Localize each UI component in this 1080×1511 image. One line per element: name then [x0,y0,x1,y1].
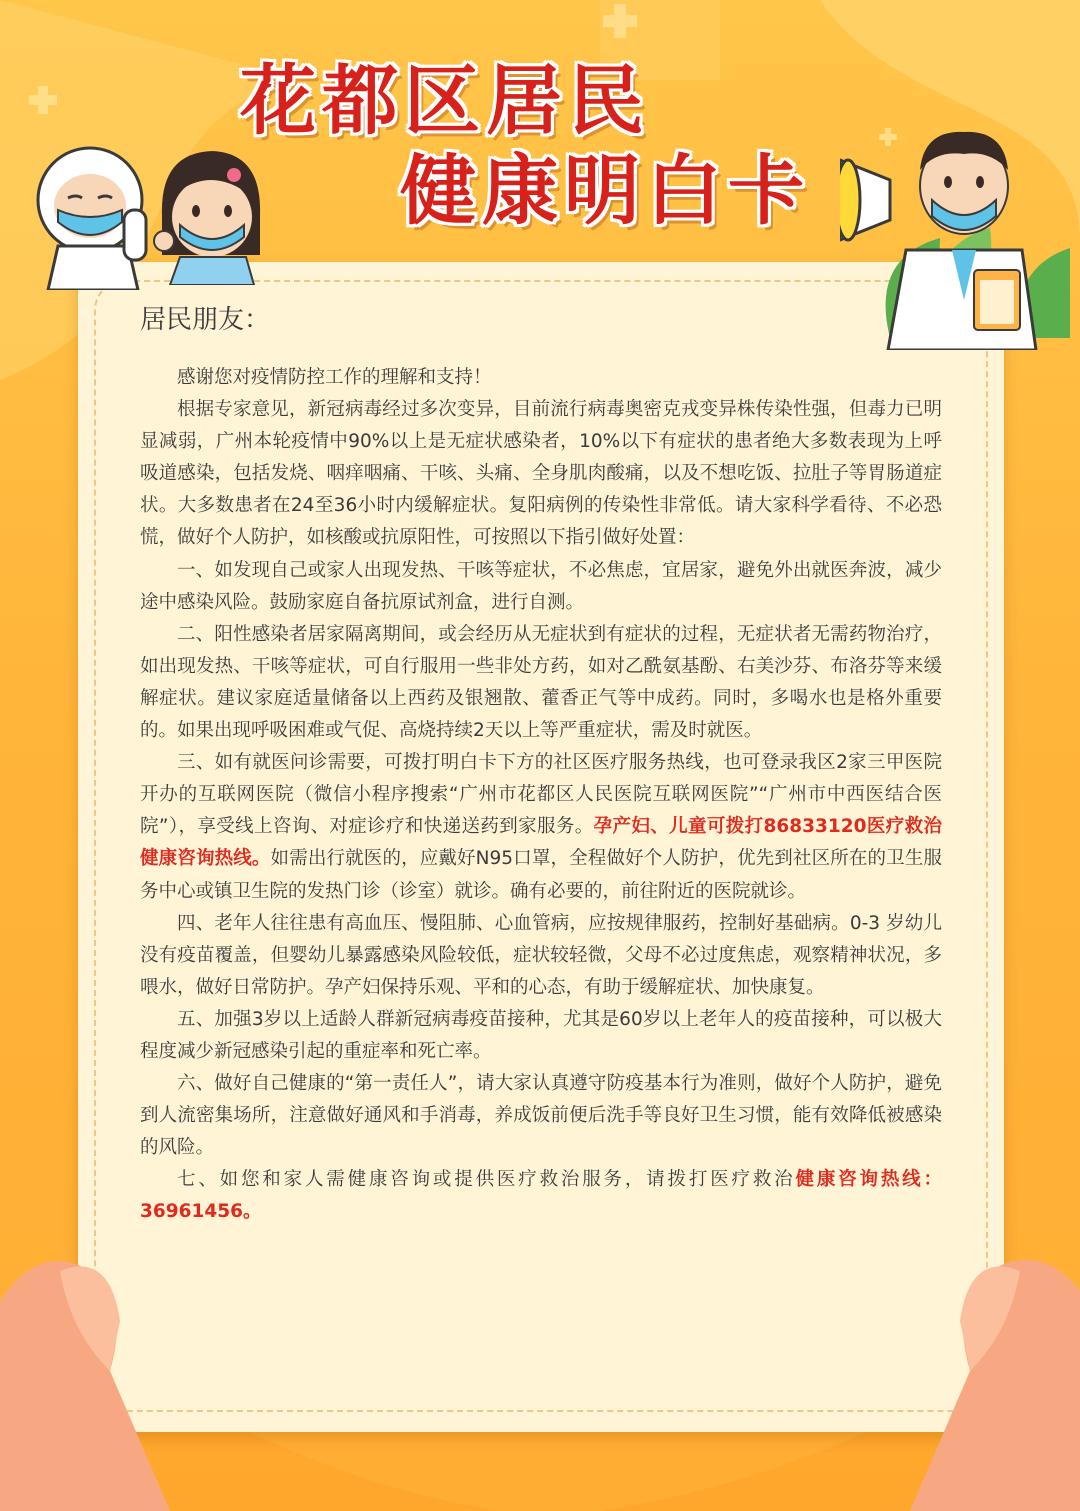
paragraph-item-7 [140,1164,942,1228]
protective-suit-worker-illustration [28,140,158,290]
girl-with-mask-illustration [150,145,270,285]
title-line-1: 花都区居民 [240,56,650,145]
hands-holding-paper-illustration [0,1211,1080,1511]
paragraph-thanks: 感谢您对疫情防控工作的理解和支持！ [177,367,492,388]
paragraph-expert-opinion: 根据专家意见，新冠病毒经过多次变异，目前流行病毒奥密克戎变异株传染性强，但毒力已明显减弱，广州本轮疫情中90%以上是无症状感染者，10%以下有症状的患者绝大多数表现为上呼吸道感染，包括发烧、咽痒咽痛、干咳、头痛、全身肌肉酸痛，以及不想吃饭、拉肚子等胃肠道症状。大多数患者在24至36小时内缓解症状。复阳病例的传染性非常低。请大家科学看待、不必恐慌，做好个人防护，如核酸或抗原阳性，可按照以下指引做好处置： [140,399,942,549]
title-line-2: 健康明白卡 [400,146,810,235]
item-3-text-c: 如需出行就医的，应戴好N95口罩，全程做好个人防护，优先到社区所在的卫生服务中心或镇卫生院的发热门诊（诊室）就诊。确有必要的，前往附近的医院就诊。 [140,848,942,902]
greeting: 居民朋友： [140,305,271,335]
paragraph-item-1: 一、如发现自己或家人出现发热、干咳等症状，不必焦虑，宜居家，避免外出就医奔波，减少途中感染风险。鼓励家庭自备抗原试剂盒，进行自测。 [140,559,942,613]
item-3-text-a: 三、如有就医问诊需要，可拨打明白卡下方的社区医疗服务热线，也可登录我区2家三甲医院开办的互联网医院（微信小程序搜索“广州市花都区人民医院互联网医院”“广州市中西医结合医院”），享受线上咨询、对症诊疗和快递送药到家服务。 [140,752,942,838]
paragraph-item-5: 五、加强3岁以上适龄人群新冠病毒疫苗接种，尤其是60岁以上老年人的疫苗接种，可以极大程度减少新冠感染引起的重症率和死亡率。 [140,1008,942,1062]
paragraph-item-3 [140,747,942,907]
hotline-highlight: 孕产妇、儿童可拨打86833120医疗救治健康咨询热线。 [140,816,942,870]
item-7-text-a: 七、如您和家人需健康咨询或提供医疗救治服务，请拨打医疗救治 [177,1169,796,1191]
health-hotline-highlight: 健康咨询热线：36961456。 [140,1169,942,1223]
paragraph-item-2: 二、阳性感染者居家隔离期间，或会经历从无症状到有症状的过程，无症状者无需药物治疗，如出现发热、干咳等症状，可自行服用一些非处方药，如对乙酰氨基酚、右美沙芬、布洛芬等来缓解症状。建议家庭适量储备以上西药及银翘散、藿香正气等中成药。同时，多喝水也是格外重要的。如果出现呼吸困难或气促、高烧持续2天以上等严重症状，需及时就医。 [140,623,942,742]
letter-content [140,300,942,1229]
paragraph-item-6: 六、做好自己健康的“第一责任人”，请大家认真遵守防疫基本行为准则，做好个人防护，避免到人流密集场所，注意做好通风和手消毒，养成饭前便后洗手等良好卫生习惯，能有效降低被感染的风险。 [140,1073,942,1159]
paragraph-item-4: 四、老年人往往患有高血压、慢阻肺、心血管病，应按规律服药，控制好基础病。0-3 岁幼儿没有疫苗覆盖，但婴幼儿暴露感染风险较低，症状较轻微，父母不必过度焦虑，观察精神状况，多喂水，做好日常防护。孕产妇保持乐观、平和的心态，有助于缓解症状、加快康复。 [140,912,942,998]
